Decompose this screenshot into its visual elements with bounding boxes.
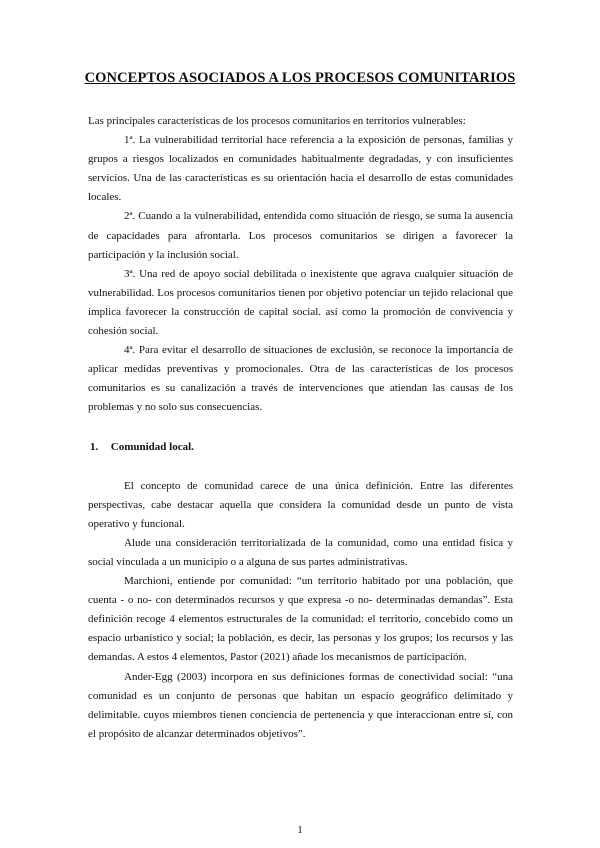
section-number: 1.	[90, 440, 99, 453]
paragraph: Alude una consideración territorializada de la comunidad, como una entidad física y social vinculada a un municipio o a alguna de sus partes administrativas.	[88, 536, 513, 568]
list-item: 3ª. Una red de apoyo social debilitada o inexistente que agrava cualquier situación de vulnerabilidad. Los procesos comunitarios tienen por objetivo potenciar un tejido relacional que implica favorecer la construcción de capital social. así como la promoción de convivencia y cohesión social.	[88, 267, 513, 338]
paragraph: Ander-Egg (2003) incorpora en sus definiciones formas de conectividad social: “una comunidad es un conjunto de personas que habitan un espacio geográfico delimitado y delimitable. cuyos miembros tienen conciencia de pertenencia y que interaccionan entre sí, con el propósito de alcanzar determinados objetivos”.	[88, 670, 513, 740]
section-title: Comunidad local.	[110, 440, 194, 453]
document-body	[88, 112, 513, 744]
paragraph: El concepto de comunidad carece de una única definición. Entre las diferentes perspectivas, cabe destacar aquella que considera la comunidad desde un punto de vista operativo y funcional.	[88, 479, 513, 530]
list-item: 1ª. La vulnerabilidad territorial hace referencia a la exposición de personas, familias y grupos a riesgos localizados en comunidades habitualmente degradadas, y con insuficientes servicios. Una de las características es su orientación hacia el desarrollo de estas comunidades locales.	[88, 134, 513, 204]
intro-paragraph: Las principales características de los procesos comunitarios en territorios vulnerables:	[88, 115, 466, 127]
page-number: 1	[297, 824, 303, 836]
list-item: 4ª. Para evitar el desarrollo de situaciones de exclusión, se reconoce la importancia de aplicar medidas preventivas y promocionales. Otra de las características de los procesos comunitarios es su canalización a través de intervenciones que atiendan las causas de los problemas y no solo sus consecuencias.	[88, 344, 513, 414]
list-item: 2ª. Cuando a la vulnerabilidad, entendida como situación de riesgo, se suma la ausencia de capacidades para afrontarla. Los procesos comunitarios se dirigen a favorecer la participación y la inclusión social.	[88, 210, 513, 261]
page-title: CONCEPTOS ASOCIADOS A LOS PROCESOS COMUNITARIOS	[84, 70, 516, 86]
paragraph: Marchioni, entiende por comunidad: “un territorio habitado por una población, que cuenta - o no- con determinados recursos y que expresa -o no- determinadas demandas”. Esta definición recoge 4 elementos estructurales de la comunidad: el territorio, concebido como un espacio urbanístico y social; la población, es decir, las personas y los grupos; los recursos y las demandas. A estos 4 elementos, Pastor (2021) añade los mecanismos de participación.	[88, 575, 513, 664]
section-heading	[88, 438, 513, 457]
